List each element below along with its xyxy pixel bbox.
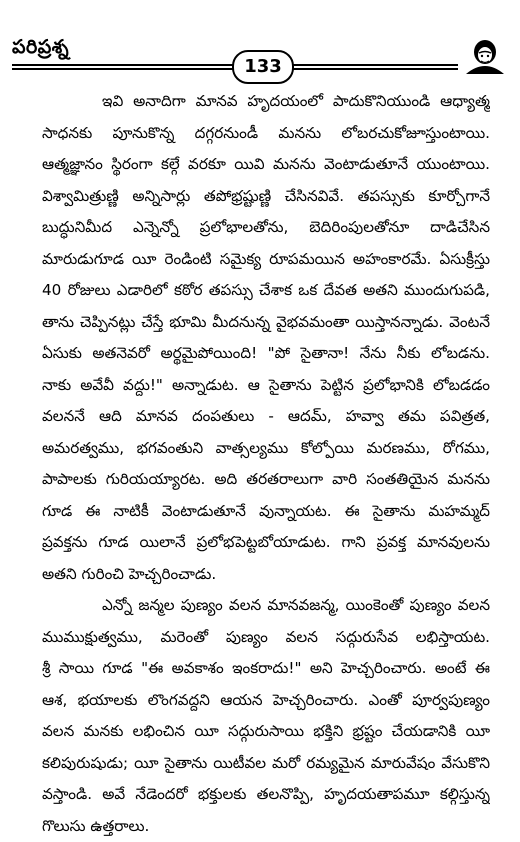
text-line: పాపాలకు గురియయ్యారట. అది తరతరాలుగా వారి సంతతియైన మనను — [42, 464, 490, 496]
page-header — [0, 0, 520, 80]
text-line: కలిపురుషుడు; యీ సైతాను యిటీవల మరో రమ్యమైన మారువేషం వేసుకొని — [42, 748, 490, 780]
text-line: 40 రోజులు ఎడారిలో కఠోర తపస్సు చేశాక ఒక దేవత అతని ముందుగుపడి, — [42, 275, 490, 307]
text-line: ఆశ, భయాలకు లొంగవద్దని ఆయన హెచ్చరించారు. ఎంతో పూర్వపుణ్యం — [42, 685, 490, 717]
text-line: ఏసుకు అతనెవరో అర్థమైపోయింది! "పో సైతానా! నేను నీకు లోబడను. — [42, 338, 490, 370]
text-line: శ్రీ సాయి గూడ "ఈ అవకాశం ఇంకరాదు!" అని హెచ్చరించారు. అంటే ఈ — [42, 653, 490, 685]
text-line: బుద్ధునిమీద ఎన్నెన్నో ప్రలోభాలతోను, బెదిరింపులతోనూ దాడిచేసిన — [42, 212, 490, 244]
text-line: వస్తాండి. అవే నేడెందరో భక్తులకు తలనొప్పి, హృదయతాపమూ కల్గిస్తున్న — [42, 779, 490, 811]
running-title: పరిప్రశ్న — [12, 36, 69, 63]
text-line: ఆత్మజ్ఞానం స్థిరంగా కల్గే వరకూ యివి మనను వెంటాడుతూనే యుంటాయి. — [42, 149, 490, 181]
text-line: ఎన్నో జన్మల పుణ్యం వలన మానవజన్మ, యింకెంతో పుణ్యం వలన — [42, 590, 490, 622]
text-line: ముముక్షుత్వము, మరెంతో పుణ్యం వలన సద్గురుసేవ లభిస్తాయట. — [42, 622, 490, 654]
text-line: వలననే ఆది మానవ దంపతులు - ఆదమ్, హవ్వా తమ పవిత్రత, — [42, 401, 490, 433]
text-line: సాధనకు పూనుకొన్న దగ్గరనుండీ మనను లోబరచుకోజూస్తుంటాయి. — [42, 118, 490, 150]
text-line: గొలుసు ఉత్తరాలు. — [42, 811, 490, 842]
text-line: నాకు అవేవీ వద్దు!" అన్నాడుట. ఆ సైతాను పెట్టిన ప్రలోభానికి లోబడడం — [42, 370, 490, 402]
text-line: అమరత్వము, భగవంతుని వాత్సల్యము కోల్పోయి మరణము, రోగము, — [42, 433, 490, 465]
text-line: అతని గురించి హెచ్చరించాడు. — [42, 559, 490, 591]
page-number: 133 — [232, 50, 294, 84]
text-line: మారుడుగూడ యీ రెండింటి సమైక్య రూపమయిన అహంకారమే. ఏసుక్రీస్తు — [42, 244, 490, 276]
page-body — [42, 86, 490, 842]
text-line: విశ్వామిత్రుణ్ణి అన్నిసార్లు తపోభ్రష్టుణ్ణి చేసినవివే. తపస్సుకు కూర్చోగానే — [42, 181, 490, 213]
text-line: ప్రవక్తను గూడ యిలానే ప్రలోభపెట్టబోయాడుట. గాని ప్రవక్త మానవులను — [42, 527, 490, 559]
text-line: ఇవి అనాదిగా మానవ హృదయంలో పాదుకొనియుండి ఆధ్యాత్మ — [42, 86, 490, 118]
text-line: గూడ ఈ నాటికీ వెంటాడుతూనే వున్నాయట. ఈ సైతాను మహమ్మద్ — [42, 496, 490, 528]
text-line: వలన మనకు లభించిన యీ సద్గురుసాయి భక్తిని భ్రష్టం చేయడానికి యీ — [42, 716, 490, 748]
portrait-icon — [463, 38, 507, 74]
text-line: తాను చెప్పినట్లు చేస్తే భూమి మీదనున్న వైభవమంతా యిస్తానన్నాడు. వెంటనే — [42, 307, 490, 339]
